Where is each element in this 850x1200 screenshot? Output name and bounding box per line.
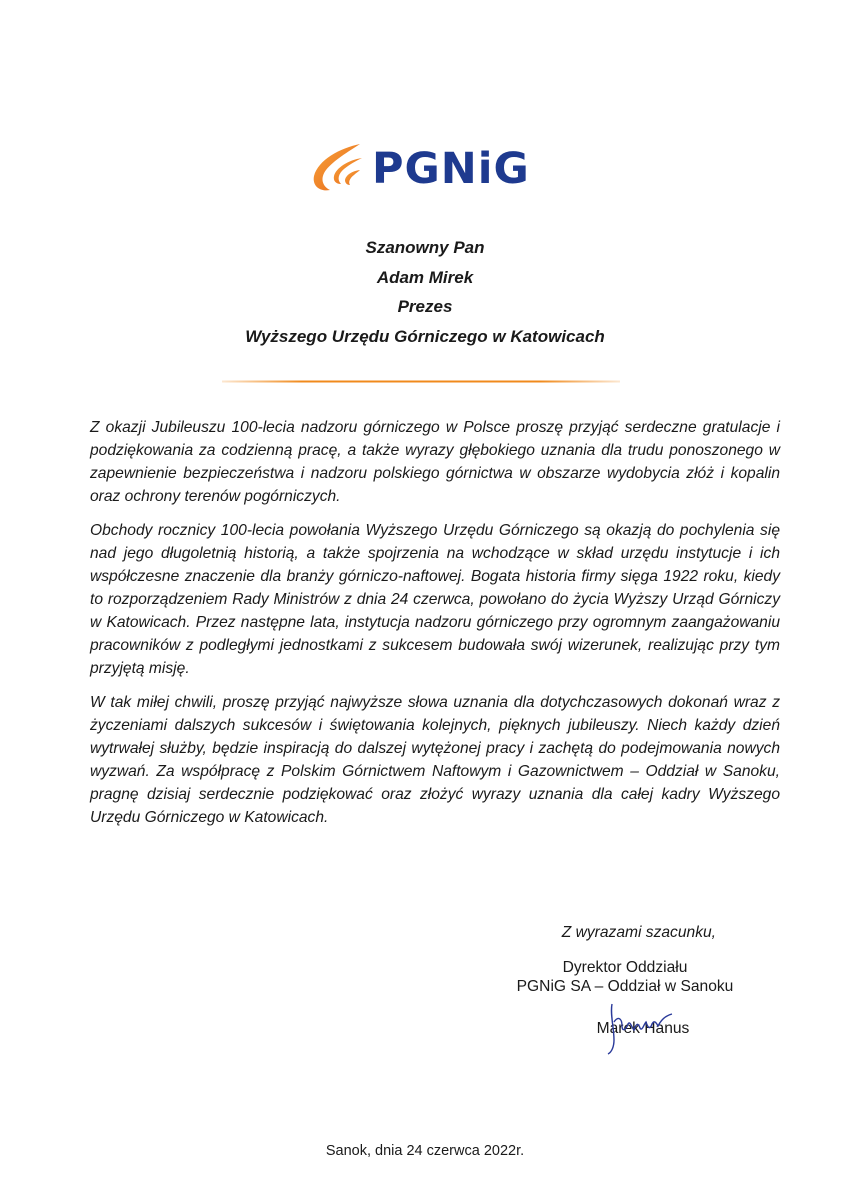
letter-body — [90, 416, 780, 840]
signer-name: Marek Hanus — [596, 1020, 690, 1037]
company-logo — [308, 140, 548, 196]
signer-organization: PGNiG SA – Oddział w Sanoku — [516, 978, 734, 995]
paragraph: Z okazji Jubileuszu 100-lecia nadzoru górniczego w Polsce proszę przyjąć serdeczne gratulacje i podziękowania za codzienną pracę, a także wyrazy głębokiego uznania dla trudu ponoszonego w zapewnienie bezpieczeństwa i nadzoru polskiego górnictwa w obszarze wydobycia złóż i kopalin oraz ochrony terenów pogórniczych. — [90, 419, 780, 505]
divider-line — [222, 380, 620, 383]
addressee-name: Adam Mirek — [376, 267, 474, 287]
signer-title: Dyrektor Oddziału — [562, 959, 688, 976]
place-date: Sanok, dnia 24 czerwca 2022r. — [325, 1143, 525, 1159]
logo-text: PGNiG — [372, 144, 530, 194]
addressee-block — [0, 233, 850, 351]
addressee-institution: Wyższego Urzędu Górniczego w Katowicach — [245, 326, 605, 346]
handwritten-signature — [598, 1000, 688, 1055]
paragraph: Obchody rocznicy 100-lecia powołania Wyższego Urzędu Górniczego są okazją do pochylenia się nad jego długoletnią historią, a także spojrzenia na wchodzące w skład urzędu instytucje i ich współczesne znaczenie dla branży górniczo-naftowej. Bogata historia firmy sięga 1922 roku, kiedy to rozporządzeniem Rady Ministrów z dnia 24 czerwca, powołano do życia Wyższy Urząd Górniczy w Katowicach. Przez następne lata, instytucja nadzoru górniczego przy ogromnym zaangażowaniu pracowników z podległymi jednostkami z sukcesem budowała swój wizerunek, realizując przy tym przyjętą misję. — [90, 522, 780, 677]
addressee-position: Prezes — [397, 297, 453, 316]
closing-salutation: Z wyrazami szacunku, — [561, 924, 716, 941]
addressee-salutation: Szanowny Pan — [365, 238, 485, 257]
paragraph: W tak miłej chwili, proszę przyjąć najwyższe słowa uznania dla dotychczasowych dokonań wraz z życzeniami dalszych sukcesów i świętowania kolejnych, pięknych jubileuszy. Niech każdy dzień wytrwałej służby, będzie inspiracją do dalszej wytężonej pracy i zachętą do podejmowania nowych wyzwań. Za współpracę z Polskim Górnictwem Naftowym i Gazownictwem – Oddział w Sanoku, pragnę dzisiaj serdecznie podziękować oraz złożyć wyrazy uznania dla całej kadry Wyższego Urzędu Górniczego w Katowicach. — [90, 694, 780, 826]
flame-icon — [308, 140, 368, 196]
